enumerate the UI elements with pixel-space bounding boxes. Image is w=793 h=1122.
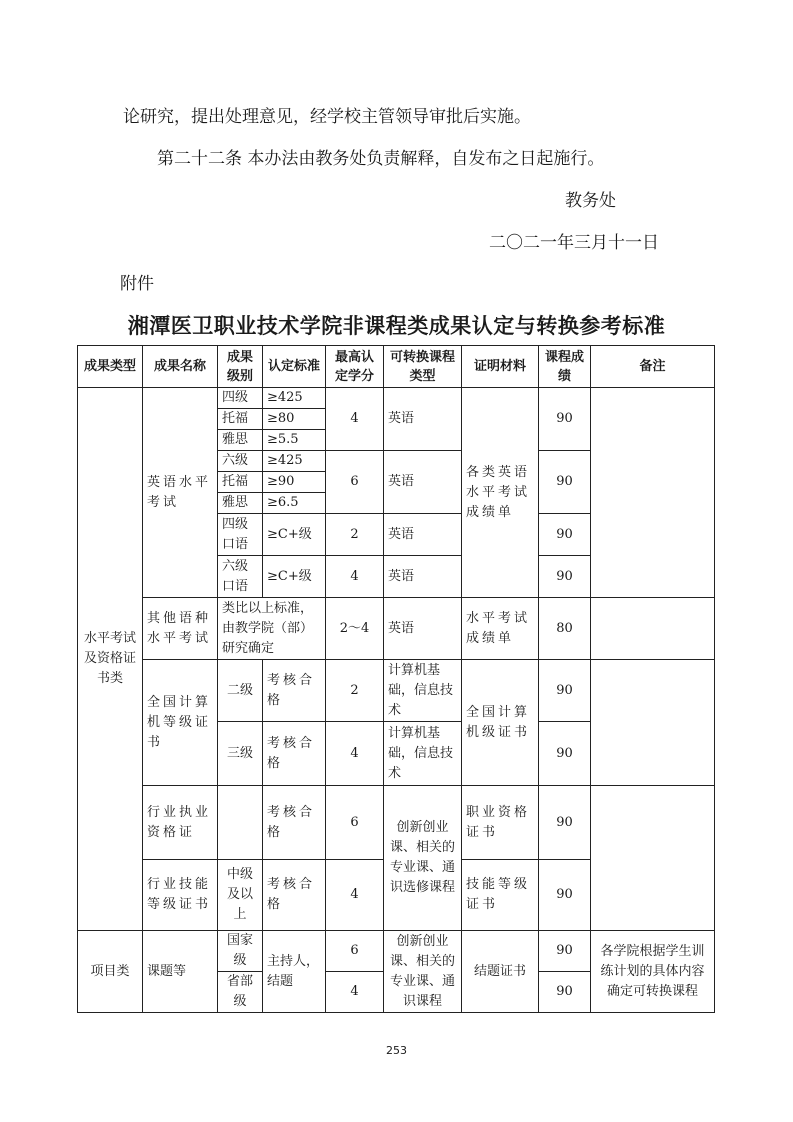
standard-cell: ≥90 <box>263 472 326 493</box>
score-cell: 90 <box>539 972 591 1013</box>
level-cell: 四级口语 <box>218 514 263 556</box>
group1-type: 水平考试及资格证书类 <box>78 388 143 931</box>
level-cell: 二级 <box>218 660 263 722</box>
credits-cell: 2～4 <box>326 598 384 660</box>
standard-cell: 考核合格 <box>263 722 326 786</box>
note-cell <box>591 388 715 598</box>
header-note: 备注 <box>591 346 715 388</box>
credits-cell: 4 <box>326 972 384 1013</box>
header-course-type: 可转换课程类型 <box>384 346 462 388</box>
standard-cell: ≥425 <box>263 388 326 409</box>
occupational-proof: 职业资格证书 <box>462 786 539 860</box>
skill-proof: 技能等级证书 <box>462 860 539 931</box>
level-cell <box>218 786 263 860</box>
score-cell: 90 <box>539 860 591 931</box>
credits-cell: 4 <box>326 722 384 786</box>
note-cell <box>591 786 715 931</box>
other-lang-standard: 类比以上标准，由教学院（部）研究确定 <box>218 598 326 660</box>
header-row <box>78 346 715 388</box>
header-score: 课程成绩 <box>539 346 591 388</box>
level-cell: 省部级 <box>218 972 263 1013</box>
header-type: 成果类型 <box>78 346 143 388</box>
table-row <box>78 598 715 660</box>
level-cell: 托福 <box>218 472 263 493</box>
score-cell: 80 <box>539 598 591 660</box>
level-cell: 六级口语 <box>218 556 263 598</box>
standard-cell: ≥C+级 <box>263 556 326 598</box>
signature-date: 二〇二一年三月十一日 <box>489 233 659 253</box>
attachment-label: 附件 <box>120 274 154 294</box>
level-cell: 雅思 <box>218 430 263 451</box>
score-cell: 90 <box>539 931 591 972</box>
score-cell: 90 <box>539 388 591 451</box>
credits-cell: 6 <box>326 786 384 860</box>
computer-proof: 全国计算机级证书 <box>462 660 539 786</box>
score-cell: 90 <box>539 451 591 514</box>
skill-name: 行业技能等级证书 <box>143 860 218 931</box>
computer-name: 全国计算机等级证书 <box>143 660 218 786</box>
credits-cell: 4 <box>326 556 384 598</box>
header-level: 成果级别 <box>218 346 263 388</box>
credits-cell: 4 <box>326 860 384 931</box>
occupational-name: 行业执业资格证 <box>143 786 218 860</box>
body-line-1: 论研究，提出处理意见，经学校主管领导审批后实施。 <box>123 107 531 127</box>
level-cell: 雅思 <box>218 493 263 514</box>
english-name: 英语水平考试 <box>143 388 218 598</box>
table-row <box>78 931 715 972</box>
credits-cell: 2 <box>326 514 384 556</box>
signature-office: 教务处 <box>565 191 616 211</box>
body-line-2: 第二十二条 本办法由教务处负责解释，自发布之日起施行。 <box>157 149 605 169</box>
score-cell: 90 <box>539 556 591 598</box>
other-lang-proof: 水平考试成绩单 <box>462 598 539 660</box>
table-row <box>78 660 715 722</box>
score-cell: 90 <box>539 660 591 722</box>
page-number: 253 <box>386 1044 407 1057</box>
group2-type: 项目类 <box>78 931 143 1013</box>
english-proof: 各类英语水平考试成绩单 <box>462 388 539 598</box>
course-cell: 英语 <box>384 556 462 598</box>
header-proof: 证明材料 <box>462 346 539 388</box>
group2-name: 课题等 <box>143 931 218 1013</box>
credits-cell: 6 <box>326 451 384 514</box>
credits-cell: 4 <box>326 388 384 451</box>
table-title: 湘潭医卫职业技术学院非课程类成果认定与转换参考标准 <box>127 314 666 338</box>
score-cell: 90 <box>539 722 591 786</box>
course-cell: 计算机基础，信息技术 <box>384 660 462 722</box>
standard-cell: 考核合格 <box>263 660 326 722</box>
note-cell <box>591 660 715 786</box>
standard-cell: 考核合格 <box>263 786 326 860</box>
group2-proof: 结题证书 <box>462 931 539 1013</box>
course-cell: 英语 <box>384 451 462 514</box>
other-lang-name: 其他语种水平考试 <box>143 598 218 660</box>
level-cell: 六级 <box>218 451 263 472</box>
score-cell: 90 <box>539 786 591 860</box>
standard-cell: ≥6.5 <box>263 493 326 514</box>
group2-standard: 主持人，结题 <box>263 931 326 1013</box>
table-row <box>78 388 715 409</box>
level-cell: 三级 <box>218 722 263 786</box>
level-cell: 四级 <box>218 388 263 409</box>
score-cell: 90 <box>539 514 591 556</box>
credits-cell: 6 <box>326 931 384 972</box>
credits-cell: 2 <box>326 660 384 722</box>
header-name: 成果名称 <box>143 346 218 388</box>
level-cell: 国家级 <box>218 931 263 972</box>
level-cell: 托福 <box>218 409 263 430</box>
standard-cell: ≥5.5 <box>263 430 326 451</box>
standard-cell: 考核合格 <box>263 860 326 931</box>
course-cell: 英语 <box>384 598 462 660</box>
group2-course: 创新创业课、相关的专业课、通识课程 <box>384 931 462 1013</box>
course-cell: 英语 <box>384 514 462 556</box>
header-credits: 最高认定学分 <box>326 346 384 388</box>
course-cell: 英语 <box>384 388 462 451</box>
note-cell <box>591 598 715 660</box>
shared-course-cell: 创新创业课、相关的专业课、通识选修课程 <box>384 786 462 931</box>
standard-cell: ≥C+级 <box>263 514 326 556</box>
standard-cell: ≥80 <box>263 409 326 430</box>
course-cell: 计算机基础，信息技术 <box>384 722 462 786</box>
header-standard: 认定标准 <box>263 346 326 388</box>
level-cell: 中级及以上 <box>218 860 263 931</box>
standard-cell: ≥425 <box>263 451 326 472</box>
table-row <box>78 786 715 860</box>
standards-table <box>77 345 715 1013</box>
group2-note: 各学院根据学生训练计划的具体内容确定可转换课程 <box>591 931 715 1013</box>
